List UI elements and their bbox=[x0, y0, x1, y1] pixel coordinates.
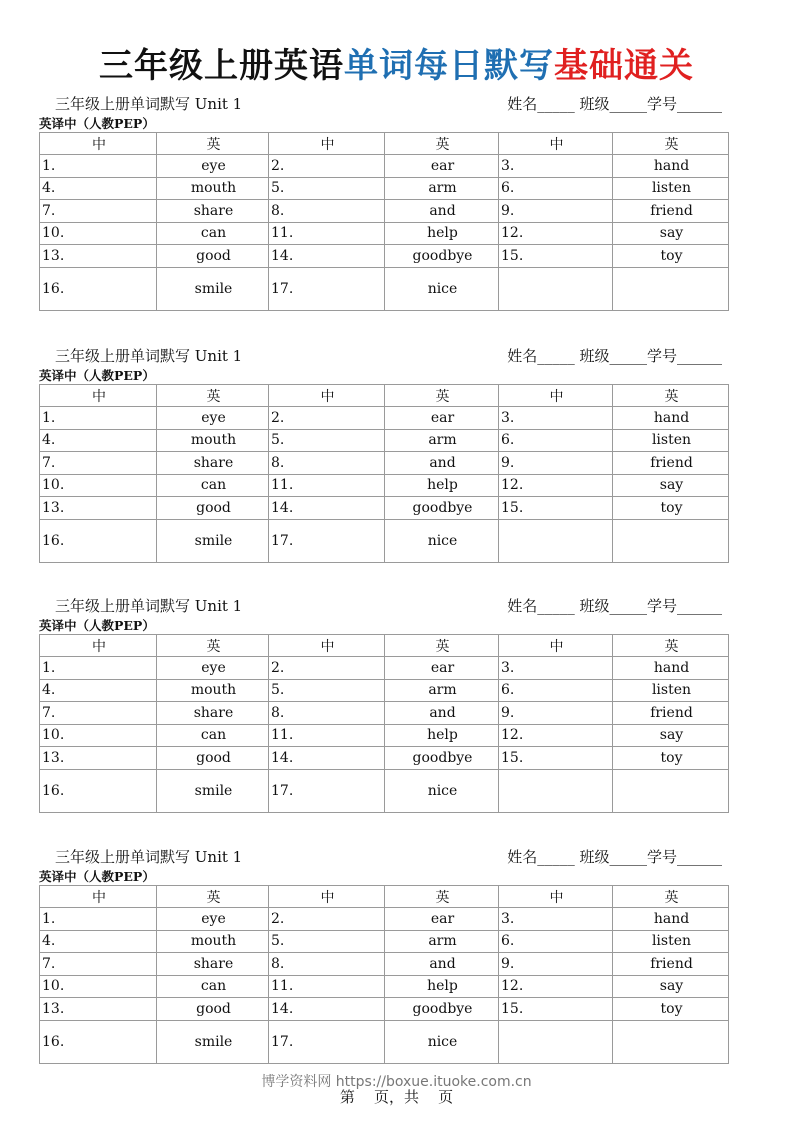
english-word: eye bbox=[157, 407, 269, 430]
answer-cell[interactable]: 11. bbox=[269, 222, 385, 245]
english-word: hand bbox=[613, 407, 729, 430]
answer-cell[interactable]: 15. bbox=[499, 747, 613, 770]
english-word: friend bbox=[613, 702, 729, 725]
table-row bbox=[40, 975, 729, 998]
answer-cell[interactable]: 12. bbox=[499, 975, 613, 998]
english-word: help bbox=[385, 474, 499, 497]
answer-cell[interactable]: 16. bbox=[40, 769, 157, 812]
table-row bbox=[40, 200, 729, 223]
english-word: nice bbox=[385, 1020, 499, 1063]
column-header: 英 bbox=[157, 385, 269, 407]
english-word: eye bbox=[157, 155, 269, 178]
english-word: friend bbox=[613, 953, 729, 976]
english-word: good bbox=[157, 497, 269, 520]
title-part-3: 基础通关 bbox=[554, 46, 694, 86]
answer-cell[interactable]: 11. bbox=[269, 975, 385, 998]
english-word: arm bbox=[385, 679, 499, 702]
answer-cell[interactable]: 14. bbox=[269, 497, 385, 520]
answer-cell[interactable]: 15. bbox=[499, 245, 613, 268]
answer-cell[interactable]: 12. bbox=[499, 474, 613, 497]
english-word: can bbox=[157, 975, 269, 998]
answer-cell[interactable]: 3. bbox=[499, 155, 613, 178]
english-word: say bbox=[613, 975, 729, 998]
answer-cell[interactable]: 12. bbox=[499, 724, 613, 747]
answer-cell[interactable]: 6. bbox=[499, 930, 613, 953]
english-word: goodbye bbox=[385, 747, 499, 770]
column-header: 中 bbox=[269, 133, 385, 155]
english-word: toy bbox=[613, 245, 729, 268]
english-word: arm bbox=[385, 429, 499, 452]
answer-cell[interactable]: 17. bbox=[269, 519, 385, 562]
english-word: listen bbox=[613, 930, 729, 953]
english-word: good bbox=[157, 747, 269, 770]
answer-cell[interactable]: 13. bbox=[40, 998, 157, 1021]
column-header: 中 bbox=[499, 385, 613, 407]
english-word: and bbox=[385, 953, 499, 976]
english-word: goodbye bbox=[385, 998, 499, 1021]
english-word: arm bbox=[385, 177, 499, 200]
page-number: 第 页，共 页 bbox=[339, 1088, 454, 1106]
answer-cell[interactable]: 14. bbox=[269, 245, 385, 268]
answer-cell[interactable]: 9. bbox=[499, 200, 613, 223]
column-header: 中 bbox=[269, 385, 385, 407]
worksheet-title: 三年级上册单词默写 Unit 1 bbox=[55, 95, 243, 113]
table-row bbox=[40, 474, 729, 497]
english-word: smile bbox=[157, 1020, 269, 1063]
worksheet-block bbox=[39, 345, 728, 563]
vocabulary-table bbox=[39, 132, 729, 311]
english-word: ear bbox=[385, 155, 499, 178]
answer-cell[interactable] bbox=[499, 519, 613, 562]
answer-cell[interactable]: 4. bbox=[40, 177, 157, 200]
english-word: share bbox=[157, 200, 269, 223]
direction-label: 英译中（人教PEP） bbox=[39, 368, 155, 383]
worksheet-header bbox=[39, 846, 728, 868]
english-word: good bbox=[157, 998, 269, 1021]
answer-cell[interactable]: 4. bbox=[40, 429, 157, 452]
column-header: 中 bbox=[40, 385, 157, 407]
worksheet-title: 三年级上册单词默写 Unit 1 bbox=[55, 848, 243, 866]
answer-cell[interactable]: 3. bbox=[499, 657, 613, 680]
english-word: say bbox=[613, 724, 729, 747]
answer-cell[interactable]: 6. bbox=[499, 177, 613, 200]
answer-cell[interactable]: 7. bbox=[40, 953, 157, 976]
english-word: and bbox=[385, 702, 499, 725]
table-row bbox=[40, 155, 729, 178]
table-row bbox=[40, 497, 729, 520]
answer-cell[interactable] bbox=[499, 769, 613, 812]
english-word: eye bbox=[157, 657, 269, 680]
vocabulary-table bbox=[39, 384, 729, 563]
worksheet-block bbox=[39, 846, 728, 1064]
student-info-fields: 姓名_____ 班级_____学号______ bbox=[507, 347, 722, 365]
english-word: good bbox=[157, 245, 269, 268]
english-word: share bbox=[157, 452, 269, 475]
answer-cell[interactable]: 9. bbox=[499, 702, 613, 725]
answer-cell[interactable]: 1. bbox=[40, 155, 157, 178]
english-word: help bbox=[385, 222, 499, 245]
answer-cell[interactable]: 10. bbox=[40, 222, 157, 245]
english-word: share bbox=[157, 702, 269, 725]
answer-cell[interactable]: 1. bbox=[40, 657, 157, 680]
column-header: 中 bbox=[40, 886, 157, 908]
english-word: goodbye bbox=[385, 245, 499, 268]
column-header: 中 bbox=[499, 635, 613, 657]
table-row bbox=[40, 657, 729, 680]
answer-cell[interactable]: 10. bbox=[40, 975, 157, 998]
answer-cell[interactable]: 3. bbox=[499, 407, 613, 430]
english-word: mouth bbox=[157, 429, 269, 452]
table-header-row bbox=[40, 635, 729, 657]
english-word: and bbox=[385, 452, 499, 475]
english-word: nice bbox=[385, 519, 499, 562]
table-row bbox=[40, 452, 729, 475]
table-row bbox=[40, 177, 729, 200]
answer-cell[interactable]: 15. bbox=[499, 998, 613, 1021]
answer-cell[interactable]: 17. bbox=[269, 267, 385, 310]
english-word: listen bbox=[613, 177, 729, 200]
column-header: 中 bbox=[269, 635, 385, 657]
english-word: goodbye bbox=[385, 497, 499, 520]
worksheet-block bbox=[39, 595, 728, 813]
answer-cell[interactable]: 10. bbox=[40, 474, 157, 497]
student-info-fields: 姓名_____ 班级_____学号______ bbox=[507, 95, 722, 113]
answer-cell[interactable]: 17. bbox=[269, 769, 385, 812]
english-word: listen bbox=[613, 429, 729, 452]
answer-cell[interactable] bbox=[499, 1020, 613, 1063]
english-word: say bbox=[613, 474, 729, 497]
english-word: hand bbox=[613, 155, 729, 178]
english-word: help bbox=[385, 975, 499, 998]
table-row bbox=[40, 930, 729, 953]
answer-cell[interactable]: 16. bbox=[40, 519, 157, 562]
english-word: can bbox=[157, 222, 269, 245]
answer-cell[interactable]: 4. bbox=[40, 679, 157, 702]
answer-cell[interactable]: 14. bbox=[269, 747, 385, 770]
student-info-fields: 姓名_____ 班级_____学号______ bbox=[507, 848, 722, 866]
english-word: smile bbox=[157, 769, 269, 812]
direction-label: 英译中（人教PEP） bbox=[39, 869, 155, 884]
answer-cell[interactable]: 11. bbox=[269, 724, 385, 747]
answer-cell[interactable]: 1. bbox=[40, 407, 157, 430]
table-row bbox=[40, 724, 729, 747]
english-word: listen bbox=[613, 679, 729, 702]
answer-cell[interactable]: 17. bbox=[269, 1020, 385, 1063]
table-header-row bbox=[40, 385, 729, 407]
english-word: smile bbox=[157, 267, 269, 310]
table-row bbox=[40, 222, 729, 245]
column-header: 中 bbox=[499, 133, 613, 155]
english-word: can bbox=[157, 724, 269, 747]
english-word: hand bbox=[613, 657, 729, 680]
table-row bbox=[40, 953, 729, 976]
worksheet-header bbox=[39, 345, 728, 367]
page-title bbox=[0, 44, 793, 88]
english-word bbox=[613, 267, 729, 310]
english-word: hand bbox=[613, 908, 729, 931]
column-header: 英 bbox=[613, 635, 729, 657]
column-header: 中 bbox=[269, 886, 385, 908]
answer-cell[interactable] bbox=[499, 267, 613, 310]
column-header: 中 bbox=[40, 133, 157, 155]
english-word: ear bbox=[385, 908, 499, 931]
direction-label: 英译中（人教PEP） bbox=[39, 618, 155, 633]
column-header: 英 bbox=[613, 133, 729, 155]
worksheet-title: 三年级上册单词默写 Unit 1 bbox=[55, 597, 243, 615]
column-header: 英 bbox=[157, 133, 269, 155]
answer-cell[interactable]: 5. bbox=[269, 930, 385, 953]
table-row bbox=[40, 769, 729, 812]
answer-cell[interactable]: 11. bbox=[269, 474, 385, 497]
worksheet-header bbox=[39, 93, 728, 115]
table-row bbox=[40, 407, 729, 430]
answer-cell[interactable]: 13. bbox=[40, 747, 157, 770]
answer-cell[interactable]: 5. bbox=[269, 679, 385, 702]
english-word: ear bbox=[385, 657, 499, 680]
worksheet-header bbox=[39, 595, 728, 617]
english-word: share bbox=[157, 953, 269, 976]
english-word: can bbox=[157, 474, 269, 497]
answer-cell[interactable]: 13. bbox=[40, 245, 157, 268]
english-word bbox=[613, 769, 729, 812]
answer-cell[interactable]: 10. bbox=[40, 724, 157, 747]
answer-cell[interactable]: 7. bbox=[40, 452, 157, 475]
column-header: 中 bbox=[499, 886, 613, 908]
title-part-1: 三年级上册英语 bbox=[99, 46, 344, 86]
english-word: smile bbox=[157, 519, 269, 562]
answer-cell[interactable]: 16. bbox=[40, 267, 157, 310]
answer-cell[interactable]: 6. bbox=[499, 679, 613, 702]
english-word: toy bbox=[613, 497, 729, 520]
answer-cell[interactable]: 2. bbox=[269, 407, 385, 430]
answer-cell[interactable]: 8. bbox=[269, 452, 385, 475]
column-header: 英 bbox=[385, 635, 499, 657]
column-header: 英 bbox=[385, 886, 499, 908]
english-word: friend bbox=[613, 452, 729, 475]
answer-cell[interactable]: 6. bbox=[499, 429, 613, 452]
table-row bbox=[40, 429, 729, 452]
english-word: eye bbox=[157, 908, 269, 931]
answer-cell[interactable]: 8. bbox=[269, 953, 385, 976]
english-word: say bbox=[613, 222, 729, 245]
answer-cell[interactable]: 13. bbox=[40, 497, 157, 520]
english-word: toy bbox=[613, 747, 729, 770]
table-row bbox=[40, 702, 729, 725]
english-word: nice bbox=[385, 267, 499, 310]
english-word bbox=[613, 519, 729, 562]
table-row bbox=[40, 519, 729, 562]
answer-cell[interactable]: 2. bbox=[269, 155, 385, 178]
table-row bbox=[40, 998, 729, 1021]
answer-cell[interactable]: 5. bbox=[269, 429, 385, 452]
answer-cell[interactable]: 8. bbox=[269, 702, 385, 725]
english-word: and bbox=[385, 200, 499, 223]
answer-cell[interactable]: 5. bbox=[269, 177, 385, 200]
answer-cell[interactable]: 7. bbox=[40, 702, 157, 725]
table-row bbox=[40, 1020, 729, 1063]
table-row bbox=[40, 908, 729, 931]
column-header: 英 bbox=[613, 385, 729, 407]
table-header-row bbox=[40, 133, 729, 155]
column-header: 英 bbox=[613, 886, 729, 908]
column-header: 英 bbox=[157, 635, 269, 657]
english-word: mouth bbox=[157, 177, 269, 200]
answer-cell[interactable]: 16. bbox=[40, 1020, 157, 1063]
english-word: toy bbox=[613, 998, 729, 1021]
english-word: friend bbox=[613, 200, 729, 223]
table-row bbox=[40, 679, 729, 702]
answer-cell[interactable]: 9. bbox=[499, 953, 613, 976]
column-header: 中 bbox=[40, 635, 157, 657]
column-header: 英 bbox=[385, 133, 499, 155]
english-word: mouth bbox=[157, 930, 269, 953]
english-word: help bbox=[385, 724, 499, 747]
table-row bbox=[40, 267, 729, 310]
english-word bbox=[613, 1020, 729, 1063]
column-header: 英 bbox=[385, 385, 499, 407]
worksheet-block bbox=[39, 93, 728, 311]
footer-url: 博学资料网 https://boxue.ituoke.com.cn bbox=[261, 1074, 532, 1090]
english-word: nice bbox=[385, 769, 499, 812]
vocabulary-table bbox=[39, 885, 729, 1064]
answer-cell[interactable]: 7. bbox=[40, 200, 157, 223]
answer-cell[interactable]: 8. bbox=[269, 200, 385, 223]
english-word: arm bbox=[385, 930, 499, 953]
student-info-fields: 姓名_____ 班级_____学号______ bbox=[507, 597, 722, 615]
worksheet-title: 三年级上册单词默写 Unit 1 bbox=[55, 347, 243, 365]
answer-cell[interactable]: 2. bbox=[269, 908, 385, 931]
vocabulary-table bbox=[39, 634, 729, 813]
table-header-row bbox=[40, 886, 729, 908]
answer-cell[interactable]: 3. bbox=[499, 908, 613, 931]
answer-cell[interactable]: 2. bbox=[269, 657, 385, 680]
table-row bbox=[40, 747, 729, 770]
english-word: mouth bbox=[157, 679, 269, 702]
answer-cell[interactable]: 1. bbox=[40, 908, 157, 931]
table-row bbox=[40, 245, 729, 268]
answer-cell[interactable]: 9. bbox=[499, 452, 613, 475]
answer-cell[interactable]: 15. bbox=[499, 497, 613, 520]
english-word: ear bbox=[385, 407, 499, 430]
title-part-2: 单词每日默写 bbox=[344, 46, 554, 86]
answer-cell[interactable]: 14. bbox=[269, 998, 385, 1021]
column-header: 英 bbox=[157, 886, 269, 908]
direction-label: 英译中（人教PEP） bbox=[39, 116, 155, 131]
answer-cell[interactable]: 12. bbox=[499, 222, 613, 245]
answer-cell[interactable]: 4. bbox=[40, 930, 157, 953]
